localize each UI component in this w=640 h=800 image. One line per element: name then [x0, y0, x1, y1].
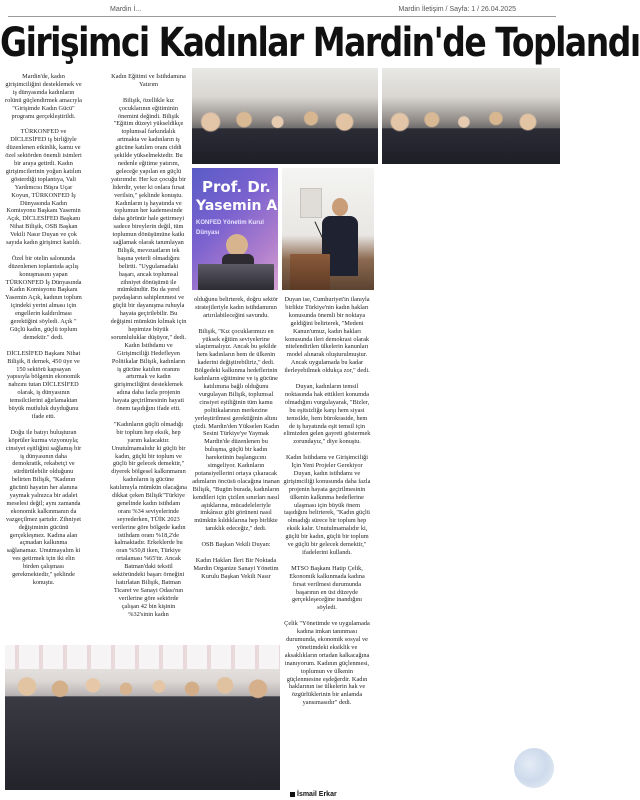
header-rule	[8, 16, 556, 17]
article-column-2: Kadın Eğitimi ve İstihdamına Yatırım Bilişik, özellikle kız çocuklarının eğitiminin önemini değindi. Bilişik "Eğitim düzeyi yükseldikçe toplumsal farkındalık artmakta ve kadınların iş gücüne katılım oranı ciddi şekilde yükselmektedir. Bu nedenle eğitime yatırım, geleceğe yapılan en güçlü yatırımdır. Her kız çocuğu bir liderdir, yeter ki onlara fırsat verilsin," şeklinde konuştu. Kadınların iş hayatında ve toplumun her kademesinde daha görünür hale getirmeyi sadece bireylerin değil, tüm toplumun dönüşümüne katkı sağlamak olarak tanımlayan Bilişik, mevzuatların tek başına yeterli olmadığını belirtti. "Uygulamadaki başarı, ancak toplumsal zihniyet dönüşümü ile mümkündür. Bu da yerel paydaşların sahiplenmesi ve güçlü bir dayanışma ruhuyla hayata geçirilebilir. Bu değişimi mümkün kılmak için hepimize büyük sorumluluklar düşüyor," dedi. Kadın İstihdamı ve Girişimciliği Hedefleyen Politikalar Bilişik, kadınların iş gücüne katılım oranını artırmak ve kadın girişimciliğini desteklemek adına daha fazla projenin hayata geçirilmesinin hayati önem taşıdığını ifade etti. "Kadınların güçlü olmadığı bir toplum hep eksik, hep yarım kalacaktır. Unutulmamalıdır ki güçlü bir kadın, güçlü bir toplum ve güçlü bir gelecek demektir," diyerek bölgesel kalkınmanın kadınların iş gücüne katılımıyla mümkün olacağına dikkat çeken Bilişik"Türkiye genelinde kadın istihdam oranı %34 seviyelerinde seyrederken, TÜİK 2023 verilerine göre bölgede kadın istihdam oranı %18,2'de kalmaktadır. Erkeklerde bu oran %50,8 iken, Türkiye ortalaması %65'tir. Ancak Batman'daki tekstil sektöründeki başarı örneğini hatırlatan Bilişik, Batman Ticaret ve Sanayi Odası'nın verilerine göre sektörde çalışan 42 bin kişinin %32'sinin kadın	[110, 73, 187, 618]
page-header	[8, 4, 556, 16]
audience-crowd	[382, 104, 560, 164]
article-column-3: olduğunu belirterek, doğru sektör stratejileriyle kadın istihdamının artırılabileceğini savundu. Bilişik, "Kız çocuklarımızı en yüksek eğitim seviyelerine ulaştırmalıyız. Ancak bu şekilde hem kadınların hem de ülkenin kaderini değiştirebiliriz," dedi. Bölgedeki kalkınma hedeflerinin kadınların eğitimine ve iş gücüne katılımına bağlı olduğunu vurgulayan Bilişik, toplumsal cinsiyet eşitliğinin tüm kamu politikalarının merkezine yerleştirilmesi gerektiğinin altını çizdi. Mardin'den Yükselen Kadın Sesini Türkiye'ye Yaymak Mardin'de düzenlenen bu buluşma, güçlü bir kadın hareketinin başlangıcını simgeliyor. Kadınların potansiyellerini ortaya çıkaracak adımların öncüsü olacağına inanan Bilişik, "Bugün burada, kadınların kendileri için çizilen sınırları nasıl aştıklarına, mücadeleleriyle imkânsız gibi görüneni nasıl mümkün kıldıklarına hep birlikte tanıklık edeceğiz," dedi. OSB Başkan Vekili Duyan: Kadın Hakları İleri Bir Noktada Mardin Organize Sanayi Yönetim Kurulu Başkan Vekili Nasır	[192, 296, 280, 580]
header-page-info: Mardin İletişim / Sayfa: 1 / 26.04.2025	[398, 6, 516, 13]
header-left-text: Mardin İ...	[110, 6, 142, 13]
byline-author: İsmail Erkar	[297, 791, 337, 798]
podium	[290, 254, 330, 290]
speaker-man-head	[332, 198, 348, 216]
photo-speaker-podium	[282, 168, 374, 290]
watermark-logo-icon	[514, 748, 554, 788]
podium	[198, 264, 274, 290]
wall-portrait	[300, 188, 322, 218]
banner-title-line2: Yasemin A	[196, 198, 278, 214]
group-people	[5, 675, 280, 790]
photo-audience-left	[192, 68, 378, 164]
speaker-woman	[226, 234, 248, 256]
group-flowers	[5, 645, 280, 669]
banner-title-line1: Prof. Dr.	[202, 178, 271, 196]
byline	[290, 791, 337, 798]
headline: Girişimci Kadınlar Mardin'de Toplandı	[0, 18, 640, 66]
audience-crowd	[192, 104, 378, 164]
article-column-4: Duyan ise, Cumhuriyet'in ilanıyla birlikte Türkiye'nin kadın hakları konusunda önemli bir noktaya geldiğini belirterek, "Medeni Kanun'umuz, kadın hakları konusunda ileri demokrasi olarak nitelendirilen ülkelerin kanunları model alınarak oluşturulmuştur. Ancak uygulamada bu kadar ilerleyebilmek oldukça zor," dedi. Duyan, kadınların temsil noktasında hak ettikleri konumda olmadığını vurgulayarak, "Bizler, bu eşitsizliğe karşı hem siyasi temsilde, hem bürokraside, hem de iş hayatında eşit temsil için elimizden gelen gayreti göstermek zorundayız," diye konuştu. Kadın İstihdamı ve Girişimciliği İçin Yeni Projeler Gerekiyor Duyan, kadın istihdamı ve girişimciliği konusunda daha fazla projenin hayata geçirilmesinin ülkenin kalkınma hedeflerine ulaşması için büyük önem taşıdığını belirterek, "Kadın güçlü olmadığı sürece bir toplum hep eksik kalır. Unutulmamalıdır ki, güçlü bir kadın, güçlü bir toplum ve güçlü bir gelecek demektir," ifadelerini kullandı. MTSO Başkanı Hatip Çelik, Ekonomik kalkınmada kadına fırsat verilmesi durumunda başarının en üst düzeyde gerçekleşeceğine inandığını söyledi. Çelik "Yönetimde ve uygulamada kadına imkan tanınması durumunda, ekonomik sosyal ve yönetimdeki eksiklik ve aksaklıkların ortadan kalkacağına inanıyorum. Kadının güçlenmesi, toplumun ve ülkenin güçlenmesine eşdeğerdir. Kadın haklarının ise ülkelerin hak ve özgürlüklerinin bir anlamda yansımasıdır" dedi.	[283, 296, 371, 707]
banner-subtitle-line2: Dünyası	[196, 230, 220, 236]
photo-speaker-banner	[192, 168, 278, 290]
photo-audience-right	[382, 68, 560, 164]
photo-group	[5, 645, 280, 790]
article-column-1: Mardin'de, kadın girişimciliğini desteklemek ve iş dünyasında kadınların rolünü güçlendirmek amacıyla "Girişimde Kadın Gücü" programı gerçekleştirildi. TÜRKONFED ve DİCLESİFED iş birliğiyle düzenlenen etkinlik, kamu ve özel sektörden önemli isimleri bir araya getirdi. Kadın girişimcilerinin yoğun katılım gösterdiği toplantıya, Vali Yardımcısı Büşra Uçar Koyun, TÜRKONFED İş Dünyasında Kadın Komisyonu Başkanı Yasemin Açık, DİCLESİFED Başkanı Nihat Bilişik, OSB Başkan Vekili Nasır Duyan ve çok sayıda kadın girişimci katıldı. Özel bir otelin salonunda düzenlenen toplantıda açılış konuşmasını yapan TÜRKONFED İş Dünyasında Kadın Komisyonu Başkanı Yasemin Açık, kadının toplum içindeki yerini alması için engellerin kaldırılması gerektiğini söyledi. Açık " Güçlü kadın, güçlü toplum demektir." dedi. DİCLESİFED Başkanı Nihat Bilişik, 8 dernek, 450 üye ve 150 sektörü kapsayan yapısıyla bölgenin ekonomik nabzını tutan DİCLESİFED olarak, iş dünyasının temsilcilerini ağırlamaktan büyük mutluluk duyduğunu ifade etti. Doğu ile batıyı buluşturan köprüler kurma vizyonuyla; cinsiyet eşitliğini sağlamış bir iş dünyasının daha demokratik, rekabetçi ve sürdürülebilir olduğunu belirten Bilişik, "Kadının gücünü hayatın her alanına yaymak yalnızca bir adalet meselesi değil; aynı zamanda ekonomik kalkınmanın da vazgeçilmez şartıdır. Zihniyet değişiminin gücünü gerçekleşmez. Kadına alan açmadan kalkınma sağlanamaz. Unutmayalım ki ves getirmek için iki elin birden çalışması gerekmektedir," şeklinde konuştu.	[5, 73, 82, 586]
banner-subtitle-line1: KONFED Yönetim Kurul	[196, 220, 264, 226]
byline-square-icon	[290, 792, 295, 797]
